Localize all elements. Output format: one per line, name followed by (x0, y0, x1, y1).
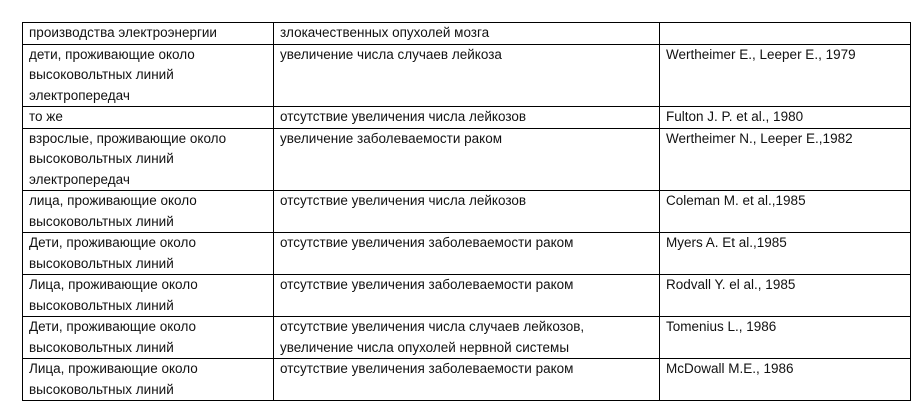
effect-cell: отсутствие увеличения заболеваемости раком (274, 359, 660, 401)
source-cell: McDowall M.E., 1986 (660, 359, 911, 401)
population-cell: Лица, проживающие около высоковольтных линий (23, 359, 274, 401)
population-cell: то же (23, 107, 274, 129)
population-cell: Дети, проживающие около высоковольтных линий (23, 317, 274, 359)
effect-cell: злокачественных опухолей мозга (274, 23, 660, 45)
population-cell: Лица, проживающие около высоковольтных линий (23, 275, 274, 317)
population-cell: лица, проживающие около высоковольтных линий (23, 191, 274, 233)
population-cell: Дети, проживающие около высоковольтных линий (23, 233, 274, 275)
effect-cell: отсутствие увеличения числа лейкозов (274, 191, 660, 233)
population-cell: взрослые, проживающие около высоковольтных линий электропередач (23, 128, 274, 191)
table-row (23, 233, 911, 275)
effect-cell: увеличение заболеваемости раком (274, 128, 660, 191)
population-cell: производства электроэнергии (23, 23, 274, 45)
source-cell: Fulton J. P. et al., 1980 (660, 107, 911, 129)
effect-cell: отсутствие увеличения числа случаев лейкозов, увеличение числа опухолей нервной системы (274, 317, 660, 359)
source-cell: Myers A. Et al.,1985 (660, 233, 911, 275)
effect-cell: отсутствие увеличения числа лейкозов (274, 107, 660, 129)
source-cell: Wertheimer N., Leeper E.,1982 (660, 128, 911, 191)
table-row (23, 23, 911, 45)
studies-table (22, 22, 911, 401)
effect-cell: увеличение числа случаев лейкоза (274, 44, 660, 107)
effect-cell: отсутствие увеличения заболеваемости раком (274, 275, 660, 317)
table-row (23, 275, 911, 317)
source-cell: Tomenius L., 1986 (660, 317, 911, 359)
source-cell: Coleman M. et al.,1985 (660, 191, 911, 233)
table-row (23, 191, 911, 233)
table-row (23, 359, 911, 401)
table-row (23, 44, 911, 107)
effect-cell: отсутствие увеличения заболеваемости раком (274, 233, 660, 275)
source-cell: Rodvall Y. el al., 1985 (660, 275, 911, 317)
source-cell (660, 23, 911, 45)
table-row (23, 128, 911, 191)
population-cell: дети, проживающие около высоковольтных линий электропередач (23, 44, 274, 107)
table-row (23, 317, 911, 359)
source-cell: Wertheimer E., Leeper E., 1979 (660, 44, 911, 107)
table-row (23, 107, 911, 129)
